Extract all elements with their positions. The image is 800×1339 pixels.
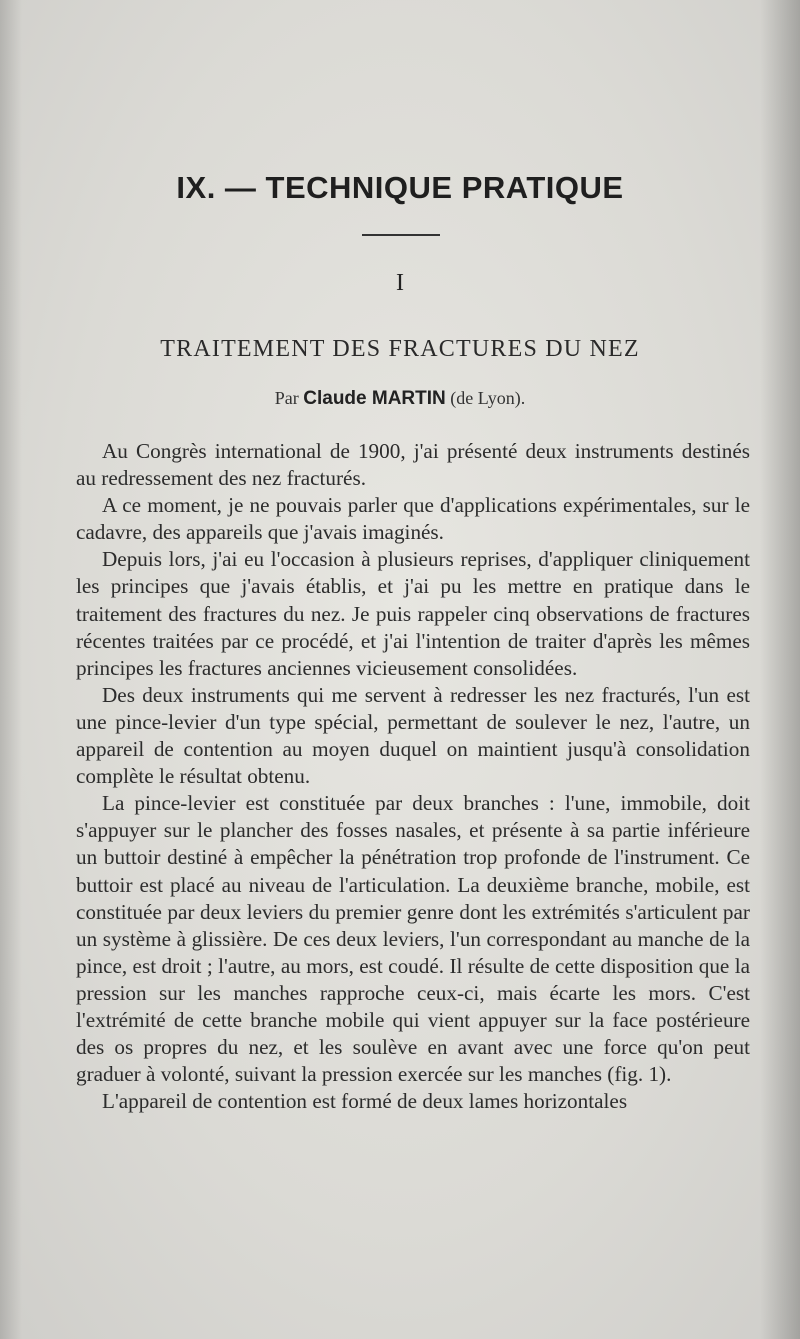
paragraph: La pince-levier est constituée par deux branches : l'une, immobile, doit s'appuyer sur le plancher des fosses nasales, et présente à sa partie inférieure un buttoir destiné à empêcher la pénétration trop profonde de l'instrument. Ce buttoir est placé au niveau de l'articulation. La deuxième branche, mobile, est constituée par deux leviers du premier genre dont les extrémités s'articulent par un système à glissière. De ces deux leviers, l'un correspondant au manche de la pince, est droit ; l'autre, au mors, est coudé. Il résulte de cette disposition que la pression sur les manches rapproche ceux-ci, mais écarte les mors. C'est l'extrémité de cette branche mobile qui vient appuyer sur la face postérieure des os propres du nez, et les soulève en avant avec une force qu'on peut graduer à volonté, suivant la pression exercée sur les manches (fig. 1). [76,791,750,1087]
paragraph: L'appareil de contention est formé de deux lames horizontales [102,1089,628,1114]
byline [0,388,800,410]
paragraph: Au Congrès international de 1900, j'ai présenté deux instruments destinés au redressement des nez fracturés. [76,439,750,491]
chapter-title: IX. — TECHNIQUE PRATIQUE [176,170,624,205]
paragraph: Des deux instruments qui me servent à redresser les nez fracturés, l'un est une pince-levier d'un type spécial, permettant de soulever le nez, l'autre, un appareil de contention au moyen duquel on maintient jusqu'à consolidation complète le résultat obtenu. [76,682,750,789]
section-title: TRAITEMENT DES FRACTURES DU NEZ [160,336,640,362]
author-name: Claude MARTIN [303,388,446,409]
paragraph: A ce moment, je ne pouvais parler que d'applications expérimentales, sur le cadavre, des appareils que j'avais imaginés. [76,493,750,545]
section-number: I [396,270,404,296]
author-affiliation: (de Lyon). [450,388,526,408]
body-text [76,438,750,1115]
title-divider [362,234,440,236]
byline-prefix: Par [274,388,299,408]
paragraph: Depuis lors, j'ai eu l'occasion à plusieurs reprises, d'appliquer cliniquement les principes que j'avais établis, et j'ai pu les mettre en pratique dans le traitement des fractures du nez. Je puis rappeler cinq observations de fractures récentes traitées par ce procédé, et j'ai l'intention de traiter d'après les mêmes principes les fractures anciennes vicieusement consolidées. [76,547,750,680]
